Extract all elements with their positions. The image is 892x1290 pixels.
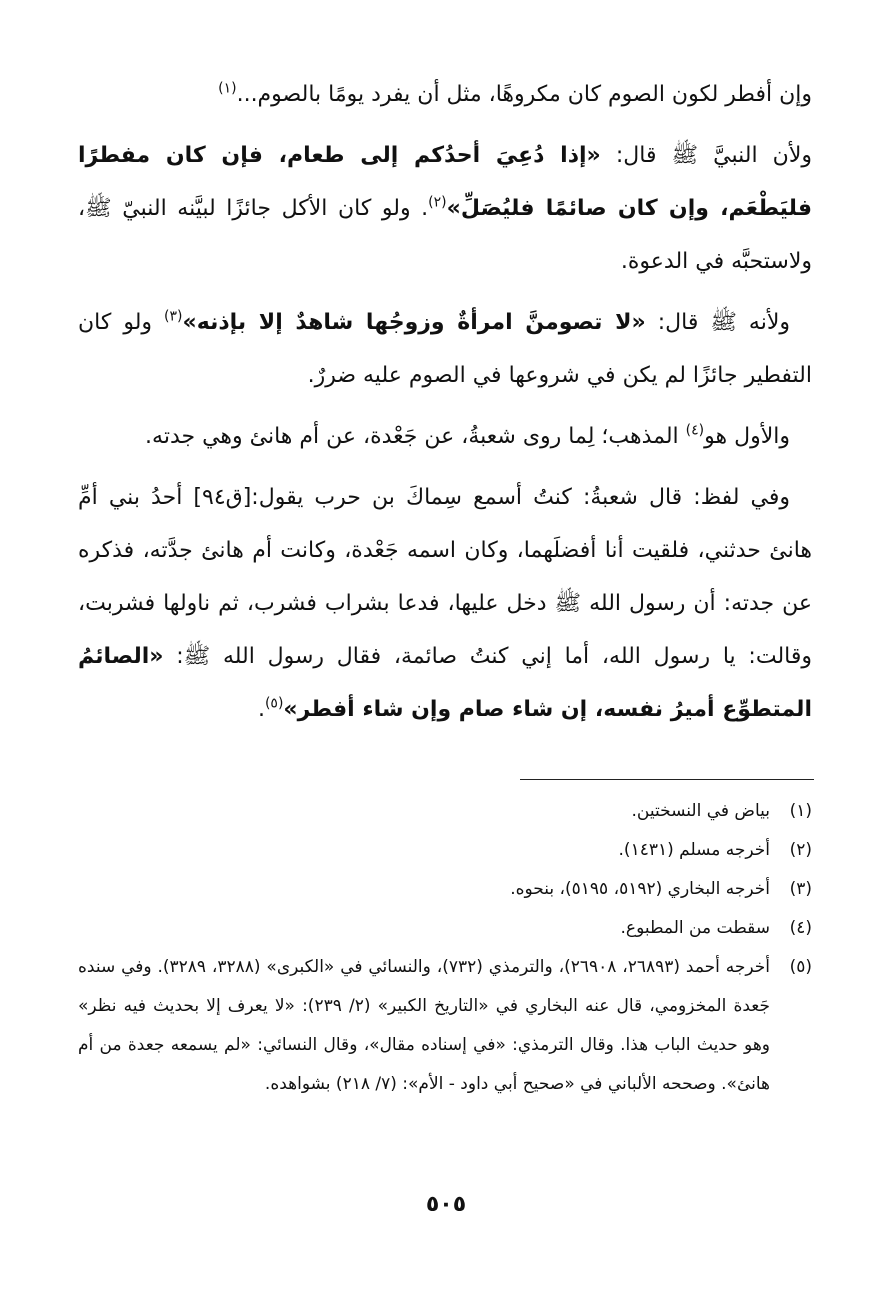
footnote-text: بياض في النسختين. [631, 801, 770, 821]
footnote-text: أخرجه مسلم (١٤٣١). [618, 840, 770, 860]
paragraph-text: ولأن النبيَّ ﷺ قال: [600, 143, 812, 168]
paragraph-5 [78, 471, 812, 736]
footnote-4 [78, 909, 812, 948]
footnotes [78, 792, 812, 1104]
paragraph-4 [78, 410, 812, 463]
hadith-quote: «لا تصومنَّ امرأةٌ وزوجُها شاهدٌ إلا بإذنه» [182, 310, 646, 335]
footnote-1 [78, 792, 812, 831]
footnote-ref: (٢) [428, 194, 447, 211]
footnote-3 [78, 870, 812, 909]
paragraph-text: ولو كان التفطير جائزًا لم يكن في شروعها في الصوم عليه ضررٌ. [78, 310, 812, 388]
main-text [78, 68, 812, 744]
paragraph-text: وفي لفظ: قال شعبةُ: كنتُ أسمع سِماكَ بن حرب يقول:[ق٩٤] أحدُ بني أمِّ هانئ حدثني، فلقيت أنا أفضلَهما، وكان اسمه جَعْدة، وكانت أم هانئ جدَّته، فذكره عن جدته: أن رسول الله ﷺ دخل عليها، فدعا بشراب فشرب، ثم ناولها فشربت، وقالت: يا رسول الله، أما إني كنتُ صائمة، فقال رسول الله ﷺ: [78, 485, 812, 669]
hadith-quote: «الصائمُ المتطوِّع أميرُ نفسه، إن شاء صام وإن شاء أفطر» [78, 644, 812, 722]
paragraph-3 [78, 296, 812, 402]
footnote-divider [520, 779, 814, 780]
footnote-ref: (٤) [685, 422, 705, 439]
paragraph-text: . [257, 697, 265, 722]
footnote-ref: (٥) [264, 695, 284, 712]
paragraph-2 [78, 129, 812, 288]
footnote-number: (٤) [789, 918, 812, 938]
footnote-5 [78, 948, 812, 1104]
paragraph-1 [78, 68, 812, 121]
footnote-text: سقطت من المطبوع. [620, 918, 770, 938]
paragraph-text: ولأنه ﷺ قال: [645, 310, 791, 335]
footnote-number: (٢) [789, 840, 812, 860]
paragraph-text: المذهب؛ لِما روى شعبةُ، عن جَعْدة، عن أم هانئ وهي جدته. [145, 424, 686, 449]
page-number: ٥٠٥ [425, 1192, 467, 1217]
paragraph-text: والأول هو [704, 424, 790, 449]
footnote-number: (٣) [789, 879, 812, 899]
footnote-ref: (٣) [164, 308, 183, 325]
paragraph-text: وإن أفطر لكون الصوم كان مكروهًا، مثل أن يفرد يومًا بالصوم... [236, 82, 812, 107]
footnote-number: (١) [789, 801, 812, 821]
hadith-quote: «إذا دُعِيَ أحدُكم إلى طعام، فإن كان مفطرًا فليَطْعَم، وإن كان صائمًا فليُصَلِّ» [78, 143, 813, 221]
footnote-text: أخرجه أحمد (٢٦٨٩٣، ٢٦٩٠٨)، والترمذي (٧٣٢)، والنسائي في «الكبرى» (٣٢٨٨، ٣٢٨٩). وفي سنده جَعدة المخزومي، قال عنه البخاري في «التاريخ الكبير» (٢/ ٢٣٩): «لا يعرف إلا بحديث فيه نظر» وهو حديث الباب هذا. وقال الترمذي: «في إسناده مقال»، وقال النسائي: «لم يسمعه جعدة من أم هانئ». وصححه الألباني في «صحيح أبي داود - الأم»: (٧/ ٢١٨) بشواهده. [78, 957, 770, 1094]
footnote-2 [78, 831, 812, 870]
footnote-ref: (١) [218, 80, 237, 97]
paragraph-text: . ولو كان الأكل جائزًا لبيَّنه النبيّ ﷺ، ولاستحبَّه في الدعوة. [78, 196, 812, 274]
footnote-text: أخرجه البخاري (٥١٩٢، ٥١٩٥)، بنحوه. [510, 879, 770, 899]
footnote-number: (٥) [789, 957, 812, 977]
